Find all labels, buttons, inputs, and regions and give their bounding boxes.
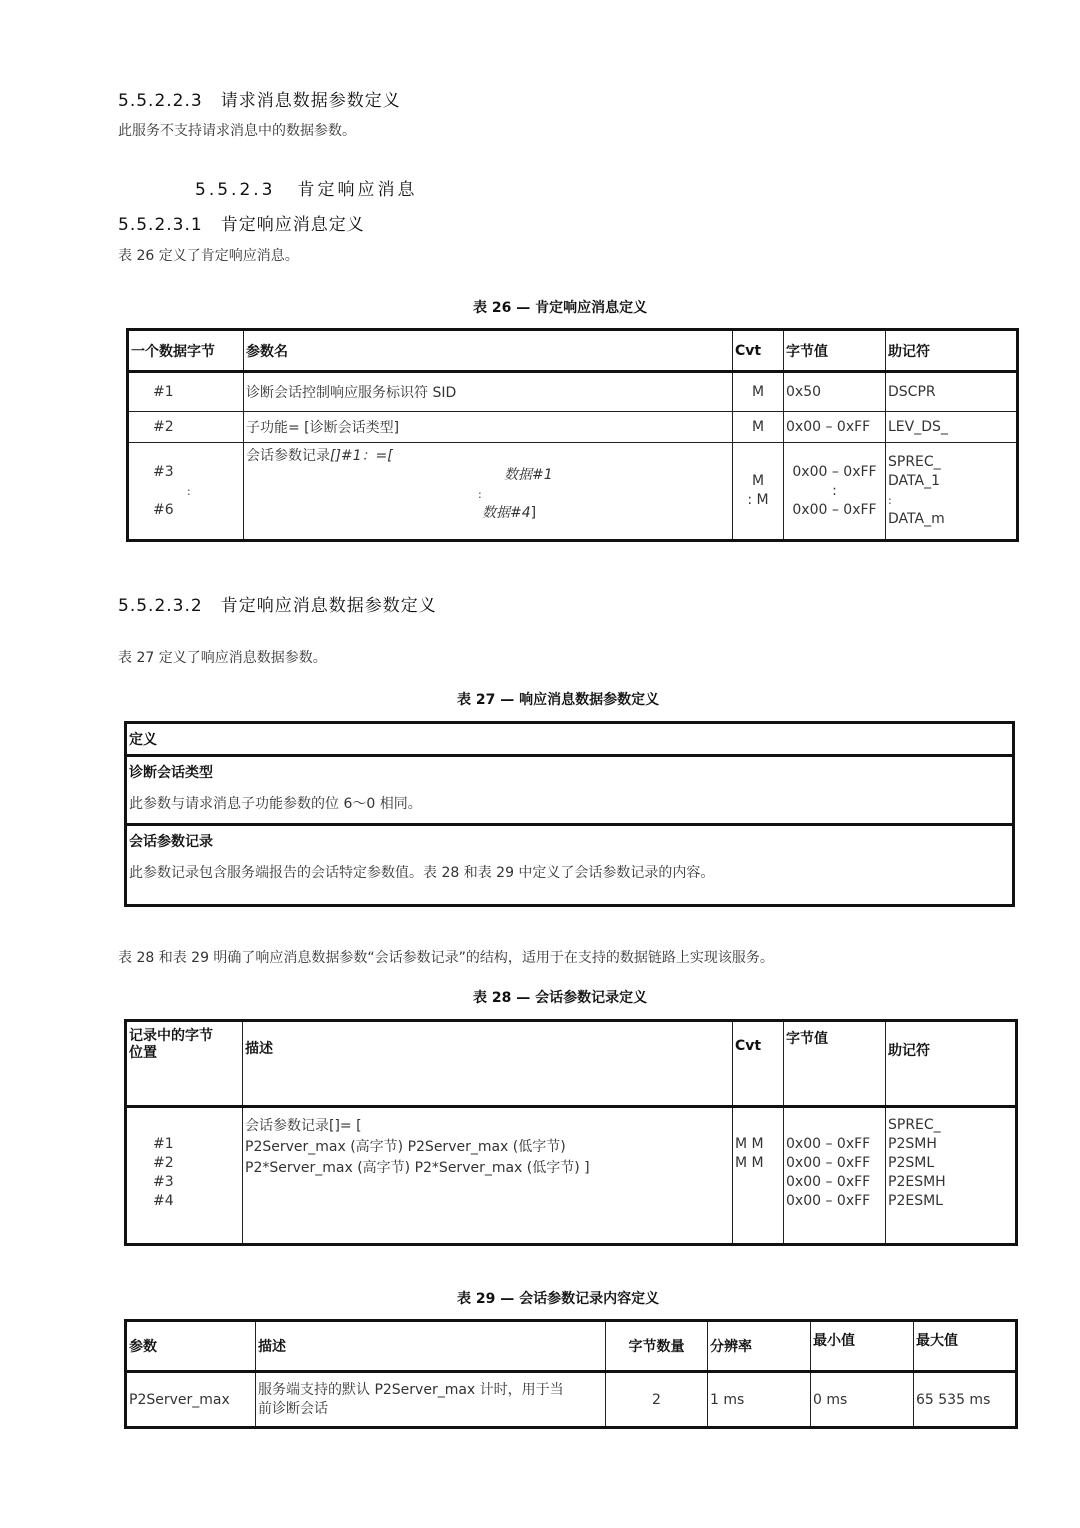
- cell-description: [243, 1107, 733, 1245]
- param-text: 会话参数记录: [246, 448, 330, 464]
- header-byte-value: 字节值: [784, 330, 886, 372]
- header-byte-position: [126, 1021, 243, 1107]
- header-line: 记录中的字节: [129, 1028, 213, 1044]
- cell-value: [784, 1107, 886, 1245]
- header-cvt: Cvt: [733, 330, 784, 372]
- byte-line: #3: [153, 463, 174, 480]
- value-line: 0x00 – 0xFF: [786, 1193, 871, 1209]
- cell-cvt: [733, 443, 784, 541]
- cell-mnemonic: [886, 1107, 1017, 1245]
- cell-parameter: P2Server_max: [126, 1372, 256, 1428]
- param-bracket: ]: [530, 505, 537, 521]
- header-parameter: 参数: [126, 1321, 256, 1372]
- cell-param: 子功能= [诊断会话类型]: [244, 412, 733, 443]
- table-row: [128, 443, 1018, 541]
- cell-value: 0x50: [784, 372, 886, 412]
- desc-line: 前诊断会话: [258, 1400, 328, 1417]
- cell-byte: [126, 1107, 243, 1245]
- desc-line: P2*Server_max (高字节) P2*Server_max (低字节) ]: [245, 1160, 590, 1176]
- paragraph: 表 26 定义了肯定响应消息。: [118, 248, 299, 264]
- header-line: 位置: [129, 1045, 157, 1061]
- byte-line: #1: [153, 1136, 174, 1152]
- row-title: 会话参数记录: [129, 834, 213, 850]
- table-row: [126, 825, 1014, 906]
- table-row: [126, 756, 1014, 825]
- heading-5-5-2-3-2: [118, 591, 437, 616]
- mnemonic-line: P2ESMH: [888, 1174, 946, 1190]
- section-title: 肯定响应消息数据参数定义: [220, 596, 437, 616]
- section-number: 5.5.2.3.1: [118, 215, 203, 235]
- section-title: 肯定响应消息: [297, 180, 418, 200]
- row-text: 此参数记录包含服务端报告的会话特定参数值。表 28 和表 29 中定义了会话参数记录的内容。: [129, 865, 715, 881]
- mnemonic-line: DATA_m: [888, 511, 945, 527]
- cell-cvt: M: [733, 412, 784, 443]
- cell-mnemonic: DSCPR: [886, 372, 1018, 412]
- row-title: 诊断会话类型: [129, 765, 213, 781]
- mnemonic-line: DATA_1: [888, 473, 940, 489]
- cell-min: 0 ms: [811, 1372, 914, 1428]
- byte-line: #4: [153, 1193, 174, 1209]
- header-definition: 定义: [126, 723, 1014, 756]
- paragraph: 此服务不支持请求消息中的数据参数。: [118, 123, 356, 139]
- desc-line: 会话参数记录[]= [: [245, 1118, 362, 1134]
- cell-value: [784, 443, 886, 541]
- header-max: 最大值: [914, 1321, 1017, 1372]
- mnemonic-line: P2SMH: [888, 1136, 937, 1152]
- table-29-caption: 表 29 — 会话参数记录内容定义: [457, 1291, 660, 1307]
- header-mnemonic: 助记符: [886, 330, 1018, 372]
- header-description: 描述: [256, 1321, 606, 1372]
- cell-mnemonic: [886, 443, 1018, 541]
- cell-cvt: M: [733, 372, 784, 412]
- cell-byte-count: 2: [606, 1372, 708, 1428]
- value-line: 0x00 – 0xFF: [786, 1155, 871, 1171]
- section-number: 5.5.2.3.2: [118, 596, 203, 616]
- value-line: 0x00 – 0xFF: [792, 463, 877, 480]
- desc-line: P2Server_max (高字节) P2Server_max (低字节): [245, 1139, 566, 1155]
- section-number: 5.5.2.3: [195, 180, 276, 200]
- param-data-1: 数据#1: [504, 467, 553, 483]
- section-number: 5.5.2.2.3: [118, 91, 203, 111]
- heading-5-5-2-3-1: [118, 210, 365, 235]
- section-title: 请求消息数据参数定义: [220, 91, 401, 111]
- cvt-line: M M: [735, 1136, 764, 1152]
- header-cvt: Cvt: [733, 1021, 784, 1107]
- header-byte-value: 字节值: [784, 1021, 886, 1107]
- value-line: 0x00 – 0xFF: [786, 1174, 871, 1190]
- paragraph: 表 28 和表 29 明确了响应消息数据参数“会话参数记录”的结构，适用于在支持的数据链路上实现该服务。: [118, 950, 774, 966]
- cvt-line: : M: [747, 492, 769, 508]
- mnemonic-line: SPREC_: [888, 1117, 941, 1133]
- cell-byte: #2: [128, 412, 244, 443]
- mnemonic-line: P2ESML: [888, 1193, 943, 1209]
- desc-line: 服务端支持的默认 P2Server_max 计时，用于当: [258, 1381, 564, 1398]
- header-description: 描述: [243, 1021, 733, 1107]
- table-26-caption: 表 26 — 肯定响应消息定义: [473, 300, 648, 316]
- cell-max: 65 535 ms: [914, 1372, 1017, 1428]
- byte-line: #3: [153, 1174, 174, 1190]
- value-line: :: [832, 482, 837, 499]
- param-ellipsis: :: [478, 488, 482, 501]
- section-title: 肯定响应消息定义: [220, 215, 365, 235]
- mnemonic-line: :: [888, 494, 892, 507]
- header-resolution: 分辨率: [708, 1321, 811, 1372]
- cvt-line: M M: [735, 1155, 764, 1171]
- paragraph: 表 27 定义了响应消息数据参数。: [118, 650, 327, 666]
- value-line: 0x00 – 0xFF: [792, 501, 877, 518]
- cell-description: [256, 1372, 606, 1428]
- header-min: 最小值: [811, 1321, 914, 1372]
- cell-byte: [128, 443, 244, 541]
- cell-cvt: [733, 1107, 784, 1245]
- param-text-italic: []#1：=[: [330, 448, 393, 464]
- table-row: [126, 1107, 1017, 1245]
- byte-line: #2: [153, 1155, 174, 1171]
- table-row: [126, 1372, 1017, 1428]
- value-line: 0x00 – 0xFF: [786, 1136, 871, 1152]
- byte-line: #6: [153, 501, 174, 518]
- table-26: [126, 328, 1019, 542]
- header-mnemonic: 助记符: [886, 1021, 1017, 1107]
- table-27: [124, 721, 1015, 907]
- table-29: [124, 1319, 1018, 1429]
- header-byte-count: 字节数量: [606, 1321, 708, 1372]
- mnemonic-line: P2SML: [888, 1155, 935, 1171]
- cell-param: 诊断会话控制响应服务标识符 SID: [244, 372, 733, 412]
- table-28: [124, 1019, 1018, 1246]
- heading-5-5-2-3: [195, 175, 417, 200]
- header-byte: 一个数据字节: [128, 330, 244, 372]
- cell-definition: [126, 756, 1014, 825]
- cell-definition: [126, 825, 1014, 906]
- table-27-caption: 表 27 — 响应消息数据参数定义: [457, 692, 660, 708]
- cell-param: [244, 443, 733, 541]
- byte-line: :: [187, 484, 191, 498]
- table-row: [128, 372, 1018, 412]
- heading-5-5-2-2-3: [118, 86, 401, 111]
- table-28-caption: 表 28 — 会话参数记录定义: [473, 990, 648, 1006]
- header-param-name: 参数名: [244, 330, 733, 372]
- cell-mnemonic: LEV_DS_: [886, 412, 1018, 443]
- table-row: [128, 412, 1018, 443]
- cell-byte: #1: [128, 372, 244, 412]
- cell-value: 0x00 – 0xFF: [784, 412, 886, 443]
- cvt-line: M: [751, 473, 765, 489]
- cell-resolution: 1 ms: [708, 1372, 811, 1428]
- row-text: 此参数与请求消息子功能参数的位 6～0 相同。: [129, 796, 422, 812]
- param-data-4: 数据#4: [482, 505, 531, 521]
- mnemonic-line: SPREC_: [888, 454, 941, 470]
